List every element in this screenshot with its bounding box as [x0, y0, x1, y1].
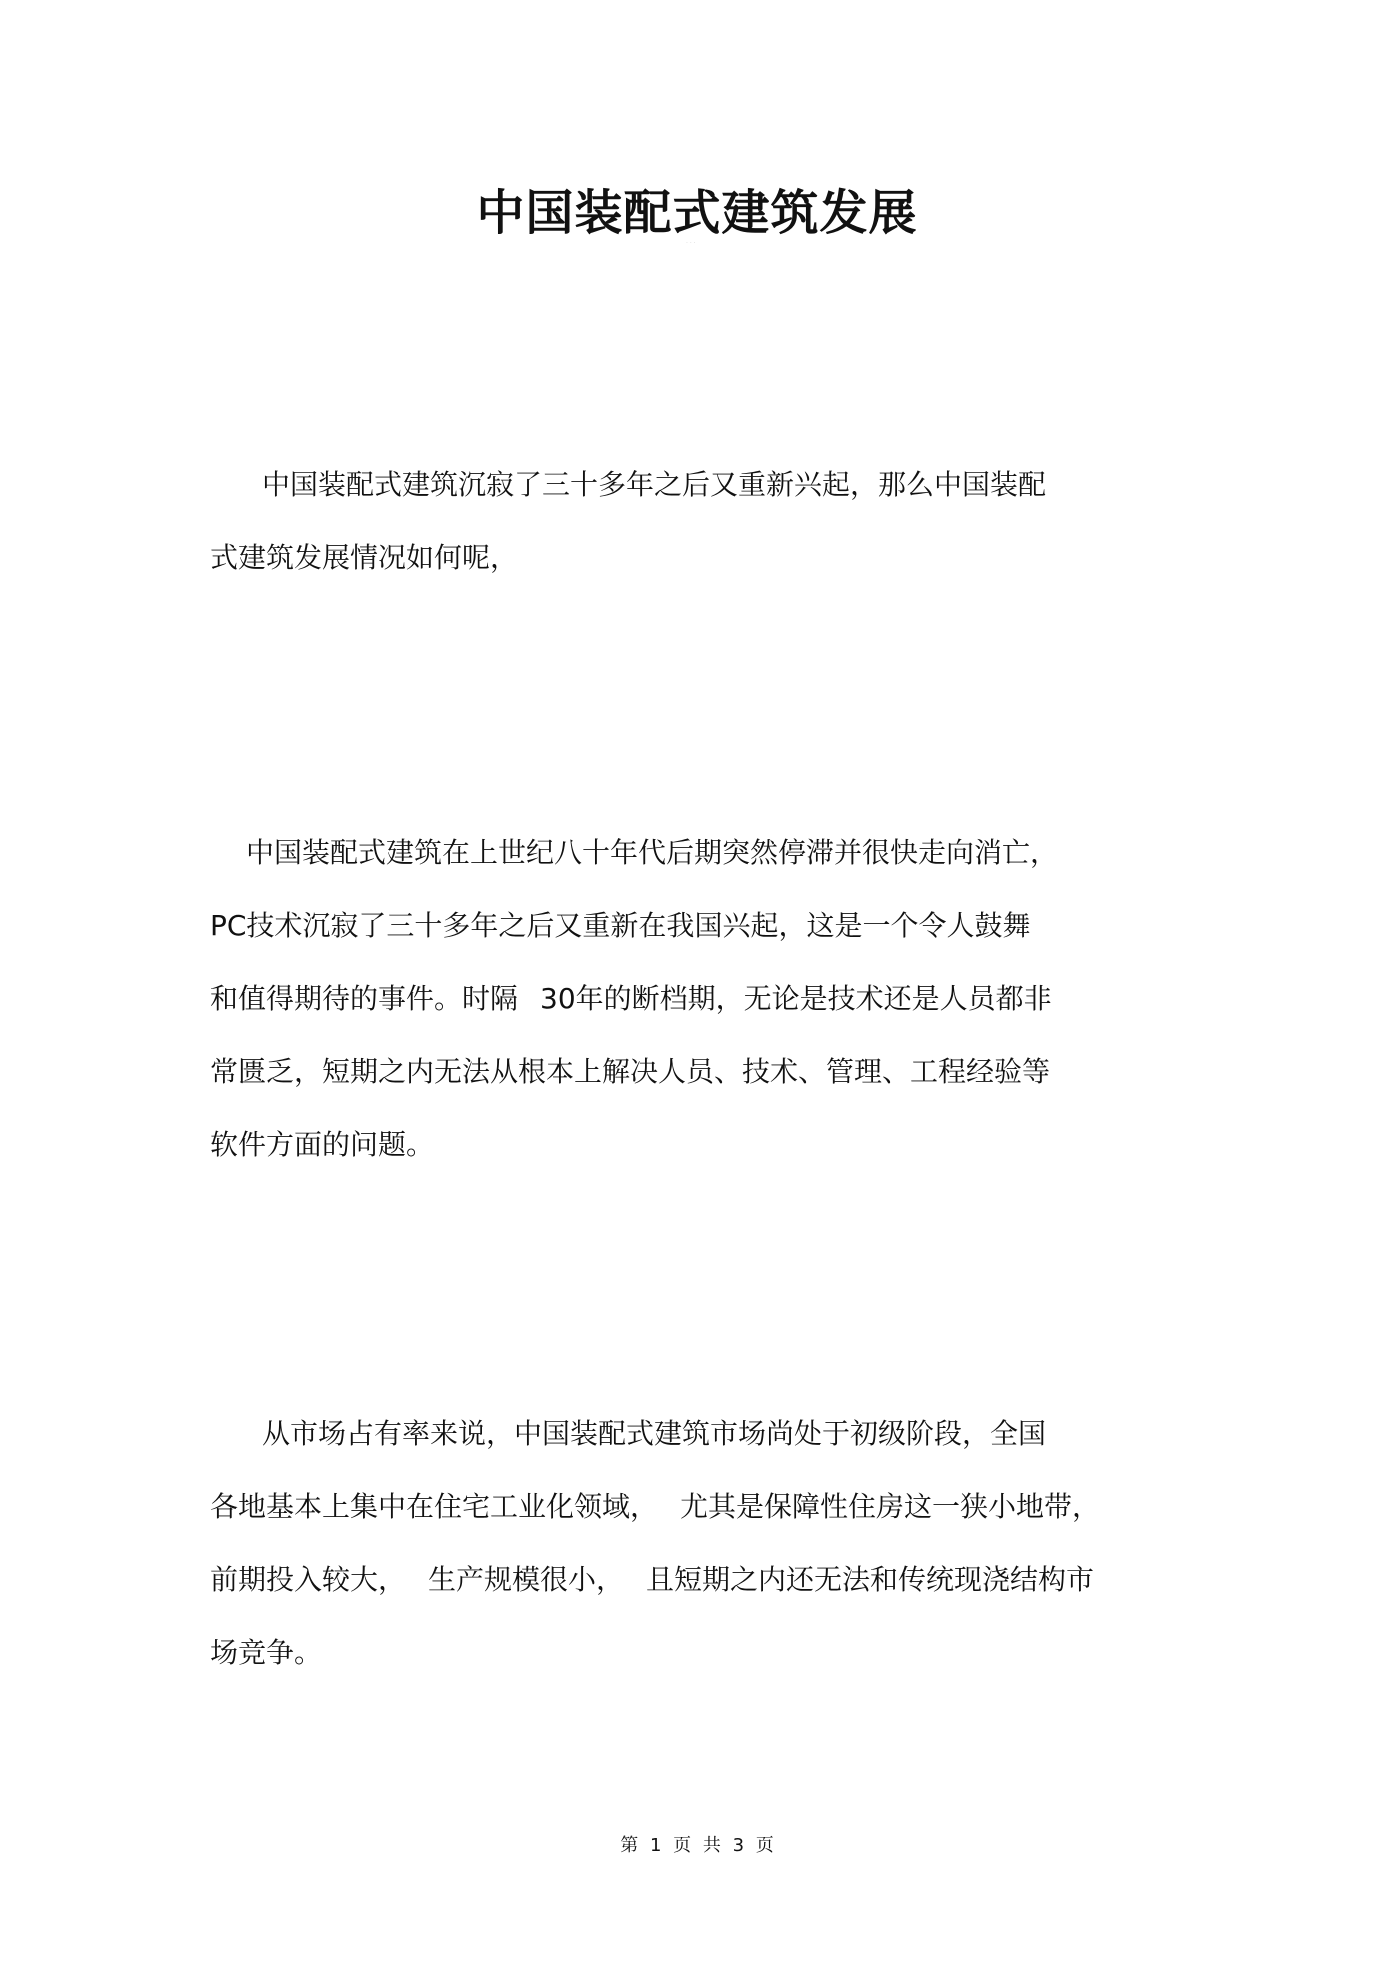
paragraph-line: [210, 1543, 1200, 1616]
paragraph-line-segment: 且短期之内还无法和传统现浇结构市: [646, 1563, 1095, 1596]
paragraph-line-segment: 尤其是保障性住房这一狭小地带，: [680, 1490, 1101, 1523]
paragraph-line: 中国装配式建筑在上世纪八十年代后期突然停滞并很快走向消亡，: [246, 836, 1059, 869]
page-number-footer: 第 1 页 共 3 页: [620, 1835, 774, 1856]
paragraph-line-segment: 前期投入较大，: [210, 1563, 407, 1596]
paragraph-line: PC技术沉寂了三十多年之后又重新在我国兴起，这是一个令人鼓舞: [210, 909, 1031, 942]
paragraph-1: [210, 448, 1200, 594]
paragraph-line: 从市场占有率来说，中国装配式建筑市场尚处于初级阶段，全国: [262, 1417, 1047, 1450]
paragraph-line: [210, 962, 1200, 1035]
paragraph-line: 中国装配式建筑沉寂了三十多年之后又重新兴起，那么中国装配: [262, 468, 1047, 501]
paragraph-line: 常匮乏，短期之内无法从根本上解决人员、技术、管理、工程经验等: [210, 1055, 1051, 1088]
paragraph-line: 软件方面的问题。: [210, 1128, 435, 1161]
paragraph-line-segment: 30年的断档期，无论是技术还是人员都非: [540, 982, 1052, 1015]
paragraph-line-segment: 和值得期待的事件。时隔: [210, 982, 519, 1015]
paragraph-line: 式建筑发展情况如何呢，: [210, 541, 519, 574]
document-title: 中国装配式建筑发展: [476, 185, 918, 241]
paragraph-line-segment: 生产规模很小，: [428, 1563, 625, 1596]
paragraph-line-segment: 各地基本上集中在住宅工业化领域，: [210, 1490, 659, 1523]
paragraph-2: [210, 816, 1200, 1181]
paragraph-3: [210, 1397, 1200, 1689]
paragraph-line: [210, 1470, 1200, 1543]
title-underline-mark: · · ·: [686, 240, 696, 247]
paragraph-line: 场竞争。: [210, 1636, 323, 1669]
